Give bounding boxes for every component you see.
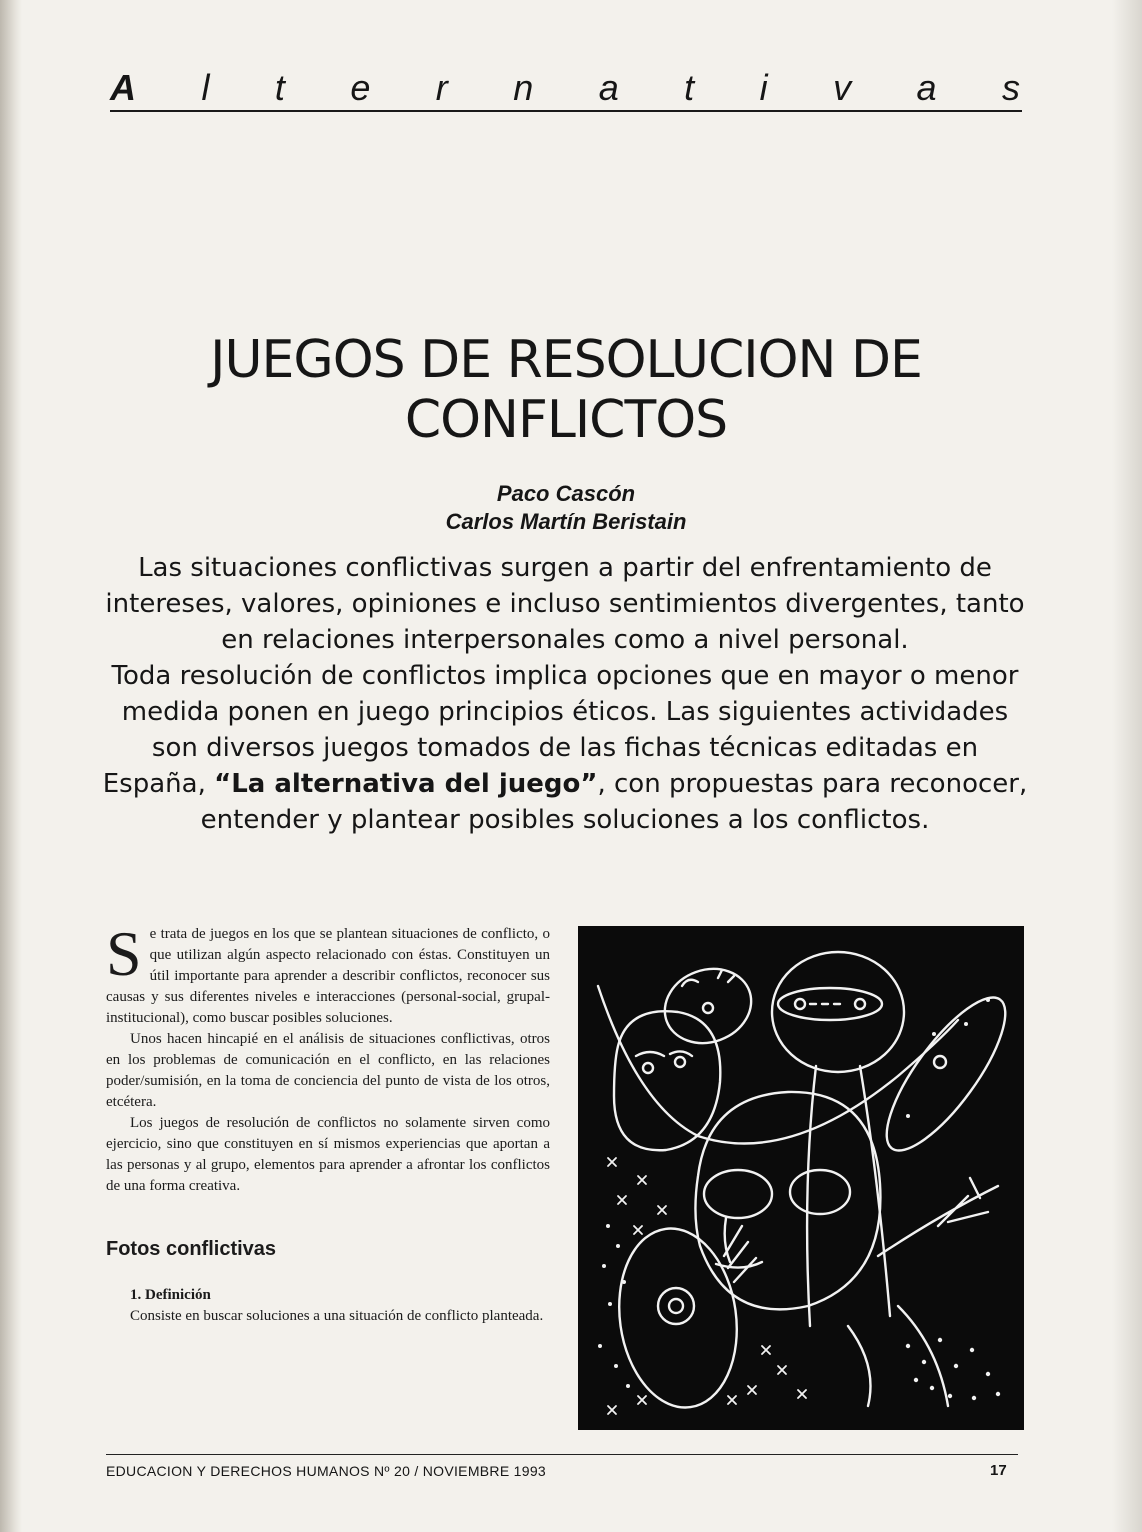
section-letter: r [435, 67, 448, 108]
subsection-title: Fotos conflictivas [106, 1238, 277, 1260]
body-paragraph [106, 918, 550, 1029]
section-letter: A [110, 67, 136, 108]
section-letter: i [759, 67, 768, 108]
subsection-heading: 1. Definición [130, 1287, 211, 1303]
page-binding-shadow [0, 0, 22, 1532]
body-paragraph: Los juegos de resolución de conflictos no solamente sirven como ejercicio, sino que constituyen en sí mismos experiencias que aportan a las personas y al grupo, elementos para aprender a afrontar los conflictos de una forma creativa. [106, 1115, 550, 1194]
section-letter: t [684, 67, 695, 108]
page-edge-shadow [1112, 0, 1142, 1532]
lead-paragraph [100, 658, 1030, 838]
lead-emphasis: “La alternativa del juego” [214, 769, 598, 799]
illustration-drawing [578, 926, 1024, 1430]
section-letter: a [916, 67, 937, 108]
section-letter: v [833, 67, 852, 108]
body-text: e trata de juegos en los que se plantean situaciones de conflicto, o que utilizan algún aspecto relacionado con éstas. Constituyen un útil importante para aprender a describir conflictos, reconocer sus causas y sus diferentes niveles e interacciones (personal-social, grupal-institucional), como buscar posibles soluciones. [106, 926, 550, 1026]
body-paragraph: Unos hacen hincapié en el análisis de situaciones conflictivas, otros en los problemas de comunicación en el conflicto, en las relaciones poder/sumisión, en la toma de conciencia del punto de vista de los otros, etcétera. [106, 1031, 550, 1110]
section-letter: l [201, 67, 210, 108]
section-header [110, 68, 1020, 108]
title-line: JUEGOS DE RESOLUCION DE [210, 330, 922, 390]
header-rule [110, 110, 1022, 112]
lead-text: Toda resolución de conflictos implica opciones que en mayor o menor medida ponen en juego principios éticos. Las siguientes actividades son diversos juegos tomados de las fichas técnicas editadas en España, [102, 661, 1019, 799]
section-letter: t [274, 67, 285, 108]
authors [110, 480, 1022, 536]
drop-cap: S [106, 918, 142, 989]
lead-text: , con propuestas para reconocer, entender y plantear posibles soluciones a los conflictos. [200, 769, 1028, 835]
lead-paragraph: Las situaciones conflictivas surgen a partir del enfrentamiento de intereses, valores, opiniones e incluso sentimientos divergentes, tanto en relaciones interpersonales como a nivel personal. [105, 553, 1025, 655]
author-name: Paco Cascón [496, 481, 636, 506]
body-paragraph: Consiste en buscar soluciones a una situación de conflicto planteada. [130, 1308, 544, 1324]
article-lead [100, 550, 1030, 838]
section-letter: e [350, 67, 371, 108]
page-number: 17 [990, 1462, 1007, 1479]
body-column [106, 918, 550, 1327]
article-title [110, 330, 1022, 450]
footer-rule [106, 1454, 1018, 1455]
title-line: CONFLICTOS [404, 390, 728, 450]
publication-footer: EDUCACION Y DERECHOS HUMANOS Nº 20 / NOVIEMBRE 1993 [106, 1463, 547, 1479]
illustration [578, 926, 1024, 1430]
author-name: Carlos Martín Beristain [445, 509, 687, 534]
section-letter: n [513, 67, 534, 108]
section-letter: s [1001, 67, 1020, 108]
section-letter: a [598, 67, 619, 108]
